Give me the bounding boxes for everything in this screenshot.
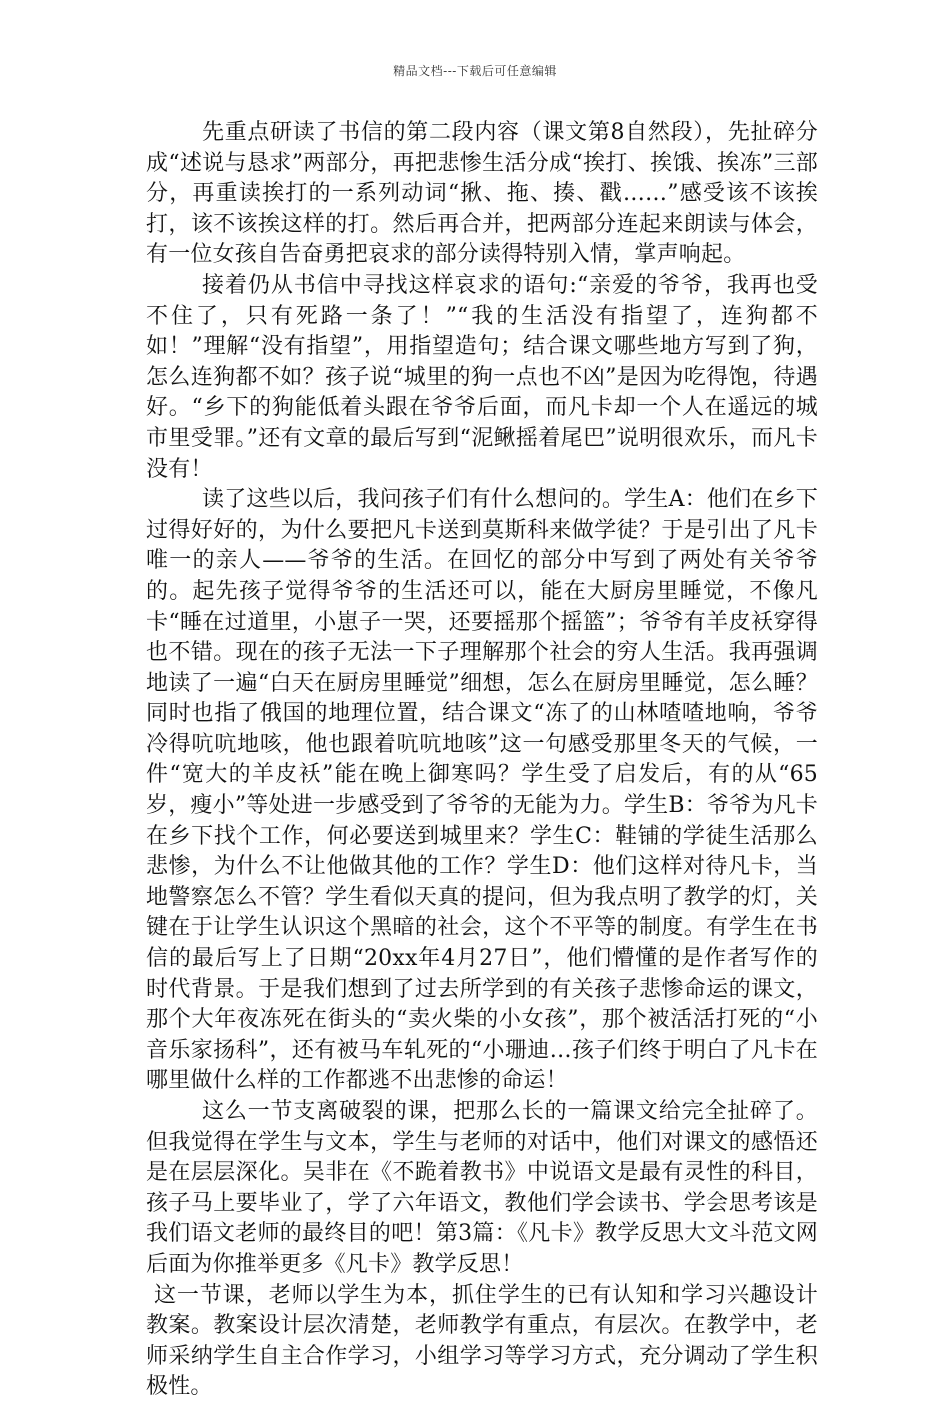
- paragraph-reflection: 这么一节支离破裂的课，把那么长的一篇课文给完全扯碎了。但我觉得在学生与文本，学生与老师的对话中，他们对课文的感悟还是在层层深化。吴非在《不跪着教书》中说语文是最有灵性的科目，孩子马上要毕业了，学了六年语文，教他们学会读书、学会思考该是我们语文老师的最终目的吧！第3篇：《凡卡》教学反思大文斗范文网后面为你推举更多《凡卡》教学反思！: [146, 1099, 818, 1277]
- paragraph-letter-analysis: 先重点研读了书信的第二段内容（课文第8自然段），先扯碎分成“述说与恳求”两部分，再把悲惨生活分成“挨打、挨饿、挨冻”三部分，再重读挨打的一系列动词“揪、拖、揍、戳……”感受该不该挨打，该不该挨这样的打。然后再合并，把两部分连起来朗读与体会，有一位女孩自告奋勇把哀求的部分读得特别入情，掌声响起。: [146, 120, 818, 268]
- document-body: [146, 118, 818, 1403]
- paragraph-pleading-sentences: 接着仍从书信中寻找这样哀求的语句:“亲爱的爷爷，我再也受不住了，只有死路一条了！”“我的生活没有指望了，连狗都不如！”理解“没有指望”，用指望造句；结合课文哪些地方写到了狗，怎么连狗都不如？孩子说“城里的狗一点也不凶”是因为吃得饱，待遇好。“乡下的狗能低着头跟在爷爷后面，而凡卡却一个人在遥远的城市里受罪。”还有文章的最后写到“泥鳅摇着尾巴”说明很欢乐，而凡卡没有！: [146, 272, 818, 482]
- paragraph-student-questions: 读了这些以后，我问孩子们有什么想问的。学生A：他们在乡下过得好好的，为什么要把凡卡送到莫斯科来做学徒？于是引出了凡卡唯一的亲人——爷爷的生活。在回忆的部分中写到了两处有关爷爷的。起先孩子觉得爷爷的生活还可以，能在大厨房里睡觉，不像凡卡“睡在过道里，小崽子一哭，还要摇那个摇篮”；爷爷有羊皮袄穿得也不错。现在的孩子无法一下子理解那个社会的穷人生活。我再强调地读了一遍“白天在厨房里睡觉”细想，怎么在厨房里睡觉，怎么睡？同时也指了俄国的地理位置，结合课文“冻了的山林喳喳地响，爷爷冷得吭吭地咳，他也跟着吭吭地咳”这一句感受那里冬天的气候，一件“宽大的羊皮袄”能在晚上御寒吗？学生受了启发后，有的从“65岁，瘦小”等处进一步感受到了爷爷的无能为力。学生B：爷爷为凡卡在乡下找个工作，何必要送到城里来？学生C：鞋铺的学徒生活那么悲惨，为什么不让他做其他的工作？学生D：他们这样对待凡卡，当地警察怎么不管？学生看似天真的提问，但为我点明了教学的灯，关键在于让学生认识这个黑暗的社会，这个不平等的制度。有学生在书信的最后写上了日期“20xx年4月27日”，他们懵懂的是作者写作的时代背景。于是我们想到了过去所学到的有关孩子悲惨命运的课文，那个大年夜冻死在街头的“卖火柴的小女孩”，那个被活活打死的“小音乐家扬科”，还有被马车轧死的“小珊迪…孩子们终于明白了凡卡在哪里做什么样的工作都逃不出悲惨的命运！: [146, 487, 818, 1094]
- paragraph-lesson-evaluation: 这一节课，老师以学生为本，抓住学生的已有认知和学习兴趣设计教案。教案设计层次清楚，老师教学有重点，有层次。在教学中，老师采纳学生自主合作学习，小组学习等学习方式，充分调动了学生积极性。: [146, 1282, 818, 1400]
- page-header: 精品文档---下载后可任意编辑: [393, 64, 557, 78]
